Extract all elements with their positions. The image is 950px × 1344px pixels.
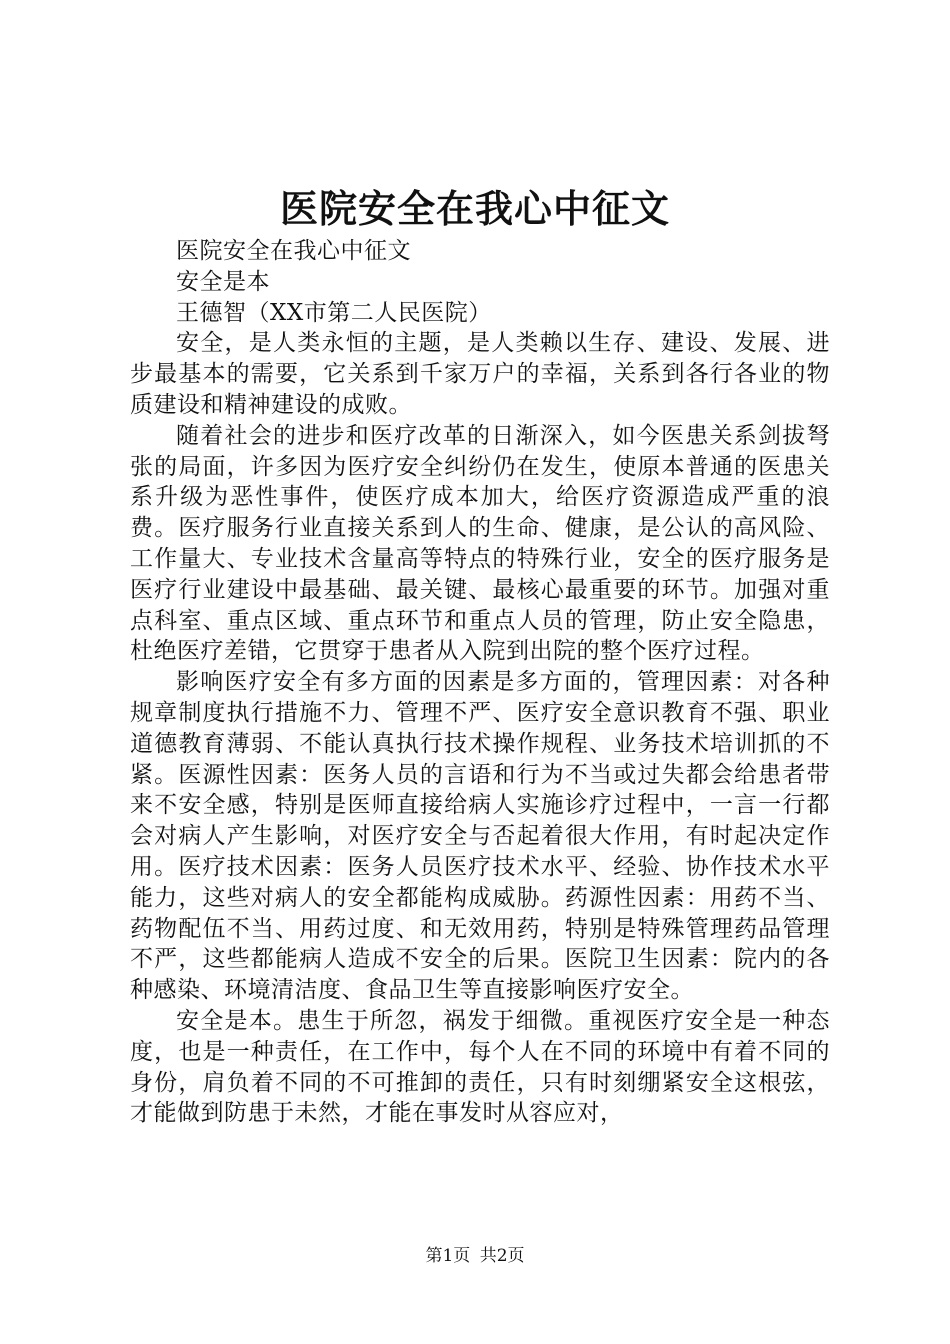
page-total: 共2页 (479, 1246, 525, 1266)
page-number: 第1页 (425, 1246, 471, 1266)
paragraph: 安全是本。患生于所忽，祸发于细微。重视医疗安全是一种态度，也是一种责任，在工作中，每个人在不同的环境中有着不同的身份，肩负着不同的不可推卸的责任，只有时刻绷紧安全这根弦，才能做到防患于未然，才能在事发时从容应对， (130, 1007, 830, 1127)
document-body (130, 236, 830, 1129)
paragraph: 安全，是人类永恒的主题，是人类赖以生存、建设、发展、进步最基本的需要，它关系到千家万户的幸福，关系到各行各业的物质建设和精神建设的成败。 (130, 330, 830, 418)
page-footer (0, 1244, 950, 1268)
document-title: 医院安全在我心中征文 (279, 186, 670, 231)
section-heading: 安全是本 (176, 268, 270, 295)
subtitle-line: 医院安全在我心中征文 (176, 238, 411, 264)
author-line: 王德智（XX市第二人民医院） (176, 299, 492, 326)
paragraph: 随着社会的进步和医疗改革的日渐深入，如今医患关系剑拔弩张的局面，许多因为医疗安全纠纷仍在发生，使原本普通的医患关系升级为恶性事件，使医疗成本加大，给医疗资源造成严重的浪费。医疗服务行业直接关系到人的生命、健康，是公认的高风险、工作量大、专业技术含量高等特点的特殊行业，安全的医疗服务是医疗行业建设中最基础、最关键、最核心最重要的环节。加强对重点科室、重点区域、重点环节和重点人员的管理，防止安全隐患，杜绝医疗差错，它贯穿于患者从入院到出院的整个医疗过程。 (130, 422, 830, 665)
paragraph: 影响医疗安全有多方面的因素是多方面的，管理因素：对各种规章制度执行措施不力、管理不严、医疗安全意识教育不强、职业道德教育薄弱、不能认真执行技术操作规程、业务技术培训抓的不紧。医源性因素：医务人员的言语和行为不当或过失都会给患者带来不安全感，特别是医师直接给病人实施诊疗过程中，一言一行都会对病人产生影响，对医疗安全与否起着很大作用，有时起决定作用。医疗技术因素：医务人员医疗技术水平、经验、协作技术水平能力，这些对病人的安全都能构成威胁。药源性因素：用药不当、药物配伍不当、用药过度、和无效用药，特别是特殊管理药品管理不严，这些都能病人造成不安全的后果。医院卫生因素：院内的各种感染、环境清洁度、食品卫生等直接影响医疗安全。 (130, 669, 830, 1004)
